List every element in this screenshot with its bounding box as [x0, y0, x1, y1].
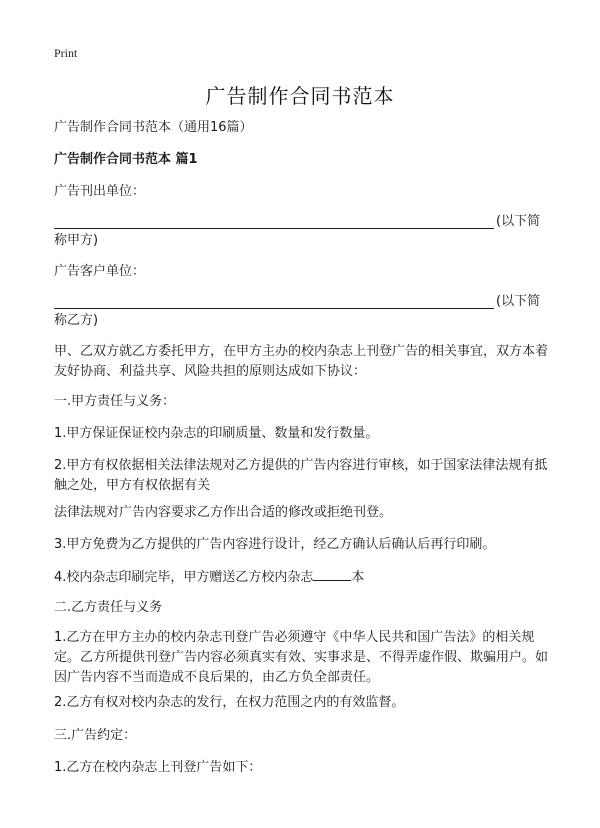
- client-tail-cont: 称乙方): [54, 313, 99, 328]
- section1-item3: 3.甲方免费为乙方提供的广告内容进行设计，经乙方确认后确认后再行印刷。: [54, 537, 496, 552]
- publisher-label: 广告刊出单位：: [54, 184, 146, 199]
- section1-item4-text: 4.校内杂志印刷完毕，甲方赠送乙方校内杂志: [54, 570, 314, 585]
- client-label: 广告客户单位：: [54, 264, 146, 279]
- section1-item2-cont: 法律法规对广告内容要求乙方作出合适的修改或拒绝刊登。: [54, 505, 393, 520]
- publisher-blank-line: [54, 228, 494, 229]
- section2-item2: 2.乙方有权对校内杂志的发行，在权力范围之内的有效监督。: [54, 695, 405, 710]
- client-blank-row: [54, 292, 554, 312]
- publisher-tail-cont: 称甲方): [54, 233, 99, 248]
- publisher-tail: (以下简: [496, 214, 541, 229]
- section1-item2: 2.甲方有权依据相关法律法规对乙方提供的广告内容进行审核，如于国家法律法规有抵触之处，甲方有权依据有关: [54, 458, 548, 493]
- section2-heading: 二.乙方责任与义务: [54, 600, 163, 615]
- section-heading: 广告制作合同书范本 篇1: [54, 152, 198, 167]
- section1-item4: [54, 566, 364, 588]
- publisher-blank-row: [54, 212, 554, 232]
- intro-paragraph: 甲、乙双方就乙方委托甲方，在甲方主办的校内杂志上刊登广告的相关事宜，双方本着友好协商、利益共享、风险共担的原则达成如下协议：: [54, 344, 549, 379]
- section1-heading: 一.甲方责任与义务：: [54, 394, 176, 409]
- section3-heading: 三.广告约定：: [54, 728, 137, 743]
- print-label[interactable]: Print: [54, 46, 78, 60]
- section3-item1: 1.乙方在校内杂志上刊登广告如下：: [54, 760, 262, 775]
- section1-item1: 1.甲方保证保证校内杂志的印刷质量、数量和发行数量。: [54, 426, 379, 441]
- page-title: 广告制作合同书范本: [205, 84, 395, 108]
- client-blank-line: [54, 308, 494, 309]
- client-tail: (以下简: [496, 294, 541, 309]
- section1-item4-suffix: 本: [351, 570, 365, 585]
- copies-blank: [313, 566, 351, 581]
- doc-subtitle: 广告制作合同书范本（通用16篇）: [54, 120, 253, 135]
- section2-item1: 1.乙方在甲方主办的校内杂志刊登广告必须遵守《中华人民共和国广告法》的相关规定。乙方所提供刊登广告内容必须真实有效、实事求是、不得弄虚作假、欺骗用户。如因广告内容不当而造成不良后果的，由乙方负全部责任。: [54, 630, 549, 685]
